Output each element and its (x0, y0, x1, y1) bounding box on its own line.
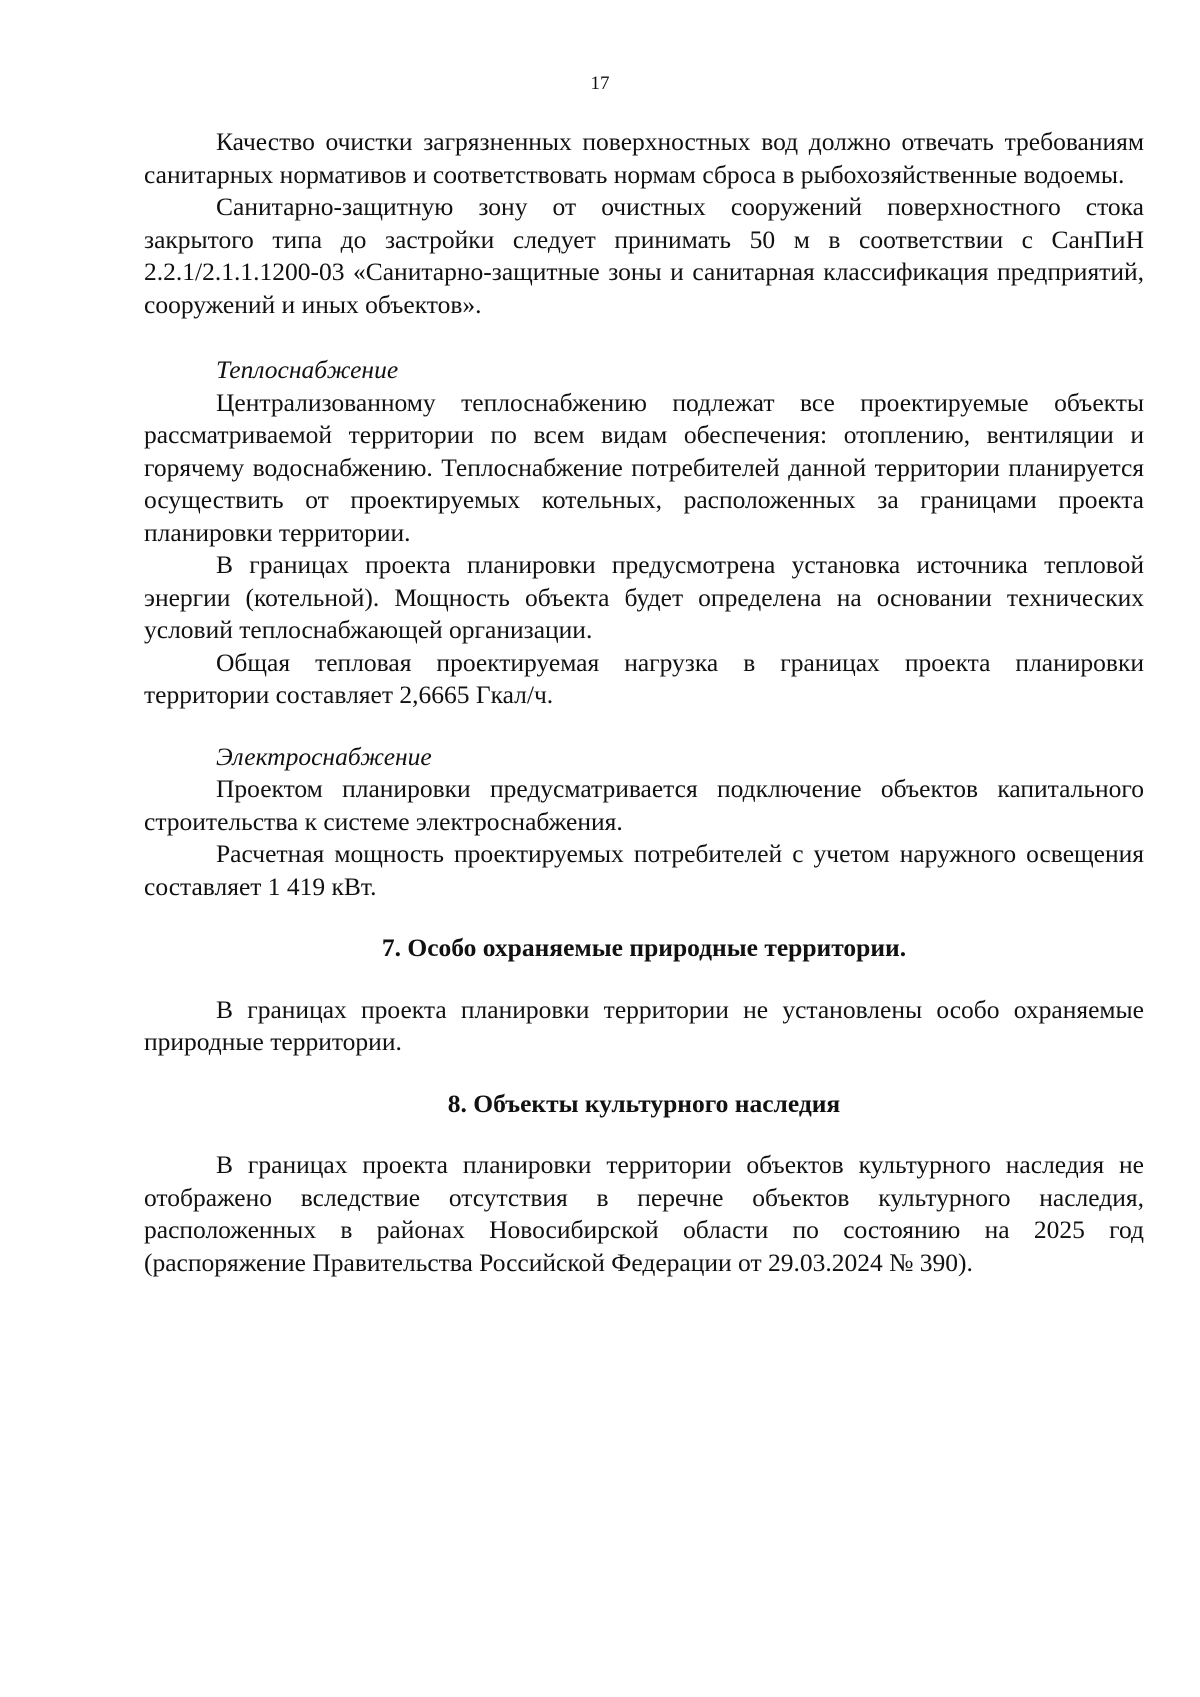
section-8-paragraph: В границах проекта планировки территории объектов культурного наследия не отображено вследствие отсутствия в перечне объектов культурного наследия, расположенных в районах Новосибирской области по состоянию на 2025 год (распоряжение Правительства Российской Федерации от 29.03.2024 № 390). (144, 1150, 1144, 1277)
page-body (144, 126, 1144, 1279)
section-8-heading: 8. Объекты культурного наследия (447, 1088, 841, 1118)
intro-paragraph-1: Качество очистки загрязненных поверхностных вод должно отвечать требованиям санитарных нормативов и соответствовать нормам сброса в рыбохозяйственные водоемы. (144, 127, 1144, 189)
heat-supply-title: Теплоснабжение (216, 355, 399, 384)
spacer (144, 712, 1144, 741)
spacer (144, 321, 1144, 354)
power-supply-title: Электроснабжение (216, 741, 432, 771)
power-supply-paragraph-2: Расчетная мощность проектируемых потребителей с учетом наружного освещения составляет 1 419 кВт. (144, 839, 1144, 901)
page-number: 17 (590, 73, 610, 94)
spacer (144, 1059, 1144, 1088)
heat-supply-paragraph-3: Общая тепловая проектируемая нагрузка в границах проекта планировки территории составляет 2,6665 Гкал/ч. (144, 647, 1144, 709)
heat-supply-paragraph-2: В границах проекта планировки предусмотрена установка источника тепловой энергии (котельной). Мощность объекта будет определена на основании технических условий теплоснабжающей организации. (144, 550, 1144, 644)
spacer (144, 903, 1144, 932)
heat-supply-paragraph-1: Централизованному теплоснабжению подлежат все проектируемые объекты рассматриваемой территории по всем видам обеспечения: отоплению, вентиляции и горячему водоснабжению. Теплоснабжение потребителей данной территории планируется осуществить от проектируемых котельных, расположенных за границами проекта планировки территории. (144, 387, 1144, 547)
spacer (144, 1120, 1144, 1149)
section-7-heading: 7. Особо охраняемые природные территории. (381, 933, 907, 962)
spacer (144, 965, 1144, 994)
power-supply-paragraph-1: Проектом планировки предусматривается подключение объектов капитального строительства к системе электроснабжения. (144, 774, 1144, 836)
intro-paragraph-2: Санитарно-защитную зону от очистных сооружений поверхностного стока закрытого типа до застройки следует принимать 50 м в соответствии с СанПиН 2.2.1/2.1.1.1200-03 «Санитарно-защитные зоны и санитарная классификация предприятий, сооружений и иных объектов». (144, 192, 1144, 319)
section-7-paragraph: В границах проекта планировки территории не установлены особо охраняемые природные территории. (144, 994, 1144, 1056)
